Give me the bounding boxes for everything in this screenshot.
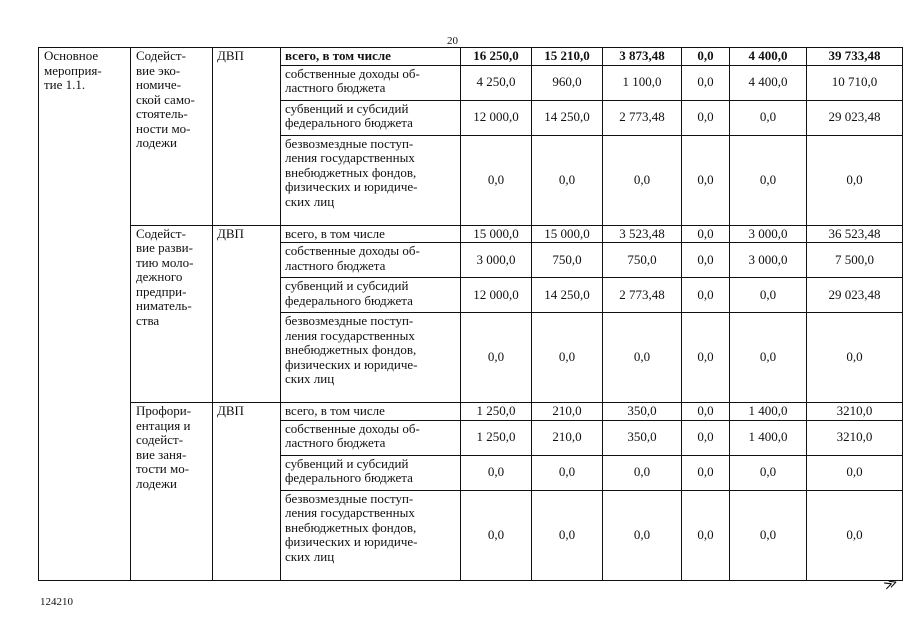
amount-cell: 0,0 — [682, 278, 730, 313]
amount-cell: 0,0 — [730, 490, 807, 580]
amount-cell: 210,0 — [532, 403, 603, 421]
budget-table-body — [39, 48, 903, 581]
executor-cell: ДВП — [213, 403, 281, 581]
total-value-cell: 29 023,48 — [807, 278, 903, 313]
amount-cell: 1 400,0 — [730, 403, 807, 421]
total-value-cell: 3210,0 — [807, 403, 903, 421]
amount-cell: 4 400,0 — [730, 48, 807, 66]
amount-cell: 15 000,0 — [461, 225, 532, 243]
amount-cell: 0,0 — [730, 135, 807, 225]
amount-cell: 3 000,0 — [730, 243, 807, 278]
amount-cell: 0,0 — [730, 278, 807, 313]
total-value-cell: 0,0 — [807, 313, 903, 403]
amount-cell: 2 773,48 — [603, 278, 682, 313]
amount-cell: 0,0 — [682, 48, 730, 66]
funding-source-cell: безвозмездные поступ- ления государственных внебюджетных фондов, физических и юридиче- ских лиц — [281, 490, 461, 580]
funding-source-cell: собственные доходы об- ластного бюджета — [281, 65, 461, 100]
funding-source-cell: безвозмездные поступ- ления государственных внебюджетных фондов, физических и юридиче- ских лиц — [281, 135, 461, 225]
amount-cell: 15 210,0 — [532, 48, 603, 66]
amount-cell: 12 000,0 — [461, 278, 532, 313]
amount-cell: 210,0 — [532, 420, 603, 455]
amount-cell: 960,0 — [532, 65, 603, 100]
total-value-cell: 36 523,48 — [807, 225, 903, 243]
amount-cell: 4 250,0 — [461, 65, 532, 100]
total-value-cell: 0,0 — [807, 135, 903, 225]
amount-cell: 0,0 — [682, 455, 730, 490]
funding-source-cell: собственные доходы об- ластного бюджета — [281, 243, 461, 278]
page-number: 20 — [447, 35, 458, 47]
amount-cell: 2 773,48 — [603, 100, 682, 135]
executor-cell: ДВП — [213, 48, 281, 226]
amount-cell: 0,0 — [682, 100, 730, 135]
total-value-cell: 7 500,0 — [807, 243, 903, 278]
amount-cell: 0,0 — [532, 313, 603, 403]
document-code: 124210 — [40, 596, 73, 608]
amount-cell: 0,0 — [603, 490, 682, 580]
activity-description-cell: Профори- ентация и содейст- вие заня- тости мо- лодежи — [131, 403, 213, 581]
total-value-cell: 3210,0 — [807, 420, 903, 455]
amount-cell: 0,0 — [730, 455, 807, 490]
amount-cell: 1 250,0 — [461, 420, 532, 455]
page-corner-mark: ≫ — [881, 574, 900, 593]
amount-cell: 350,0 — [603, 420, 682, 455]
funding-source-cell: субвенций и субсидий федерального бюджета — [281, 100, 461, 135]
total-value-cell: 10 710,0 — [807, 65, 903, 100]
amount-cell: 3 523,48 — [603, 225, 682, 243]
amount-cell: 0,0 — [461, 313, 532, 403]
executor-cell: ДВП — [213, 225, 281, 403]
amount-cell: 0,0 — [603, 313, 682, 403]
funding-source-cell: субвенций и субсидий федерального бюджета — [281, 455, 461, 490]
amount-cell: 0,0 — [682, 135, 730, 225]
total-value-cell: 29 023,48 — [807, 100, 903, 135]
amount-cell: 0,0 — [603, 135, 682, 225]
amount-cell: 350,0 — [603, 403, 682, 421]
total-value-cell: 0,0 — [807, 490, 903, 580]
amount-cell: 0,0 — [682, 420, 730, 455]
amount-cell: 3 000,0 — [730, 225, 807, 243]
funding-source-cell: безвозмездные поступ- ления государственных внебюджетных фондов, физических и юридиче- ских лиц — [281, 313, 461, 403]
amount-cell: 14 250,0 — [532, 278, 603, 313]
amount-cell: 0,0 — [603, 455, 682, 490]
amount-cell: 16 250,0 — [461, 48, 532, 66]
budget-table — [38, 47, 903, 581]
amount-cell: 3 000,0 — [461, 243, 532, 278]
total-value-cell: 0,0 — [807, 455, 903, 490]
amount-cell: 0,0 — [682, 403, 730, 421]
amount-cell: 0,0 — [532, 455, 603, 490]
amount-cell: 1 100,0 — [603, 65, 682, 100]
table-row — [39, 403, 903, 421]
amount-cell: 750,0 — [603, 243, 682, 278]
amount-cell: 0,0 — [461, 455, 532, 490]
amount-cell: 0,0 — [461, 135, 532, 225]
amount-cell: 0,0 — [682, 313, 730, 403]
amount-cell: 15 000,0 — [532, 225, 603, 243]
activity-description-cell: Содейст- вие эко- номиче- ской само- стоятель- ности мо- лодежи — [131, 48, 213, 226]
funding-source-cell: субвенций и субсидий федерального бюджета — [281, 278, 461, 313]
amount-cell: 0,0 — [682, 490, 730, 580]
funding-source-cell: всего, в том числе — [281, 225, 461, 243]
amount-cell: 1 400,0 — [730, 420, 807, 455]
table-row — [39, 225, 903, 243]
amount-cell: 750,0 — [532, 243, 603, 278]
amount-cell: 1 250,0 — [461, 403, 532, 421]
amount-cell: 0,0 — [730, 100, 807, 135]
funding-source-cell: собственные доходы об- ластного бюджета — [281, 420, 461, 455]
total-value-cell: 39 733,48 — [807, 48, 903, 66]
amount-cell: 0,0 — [682, 65, 730, 100]
amount-cell: 0,0 — [532, 135, 603, 225]
amount-cell: 14 250,0 — [532, 100, 603, 135]
amount-cell: 0,0 — [682, 243, 730, 278]
funding-source-cell: всего, в том числе — [281, 403, 461, 421]
amount-cell: 12 000,0 — [461, 100, 532, 135]
amount-cell: 0,0 — [461, 490, 532, 580]
table-row — [39, 48, 903, 66]
amount-cell: 0,0 — [730, 313, 807, 403]
measure-name-cell: Основное мероприя- тие 1.1. — [39, 48, 131, 581]
amount-cell: 0,0 — [682, 225, 730, 243]
amount-cell: 4 400,0 — [730, 65, 807, 100]
amount-cell: 3 873,48 — [603, 48, 682, 66]
amount-cell: 0,0 — [532, 490, 603, 580]
activity-description-cell: Содейст- вие разви- тию моло- дежного предпри- ниматель- ства — [131, 225, 213, 403]
funding-source-cell: всего, в том числе — [281, 48, 461, 66]
